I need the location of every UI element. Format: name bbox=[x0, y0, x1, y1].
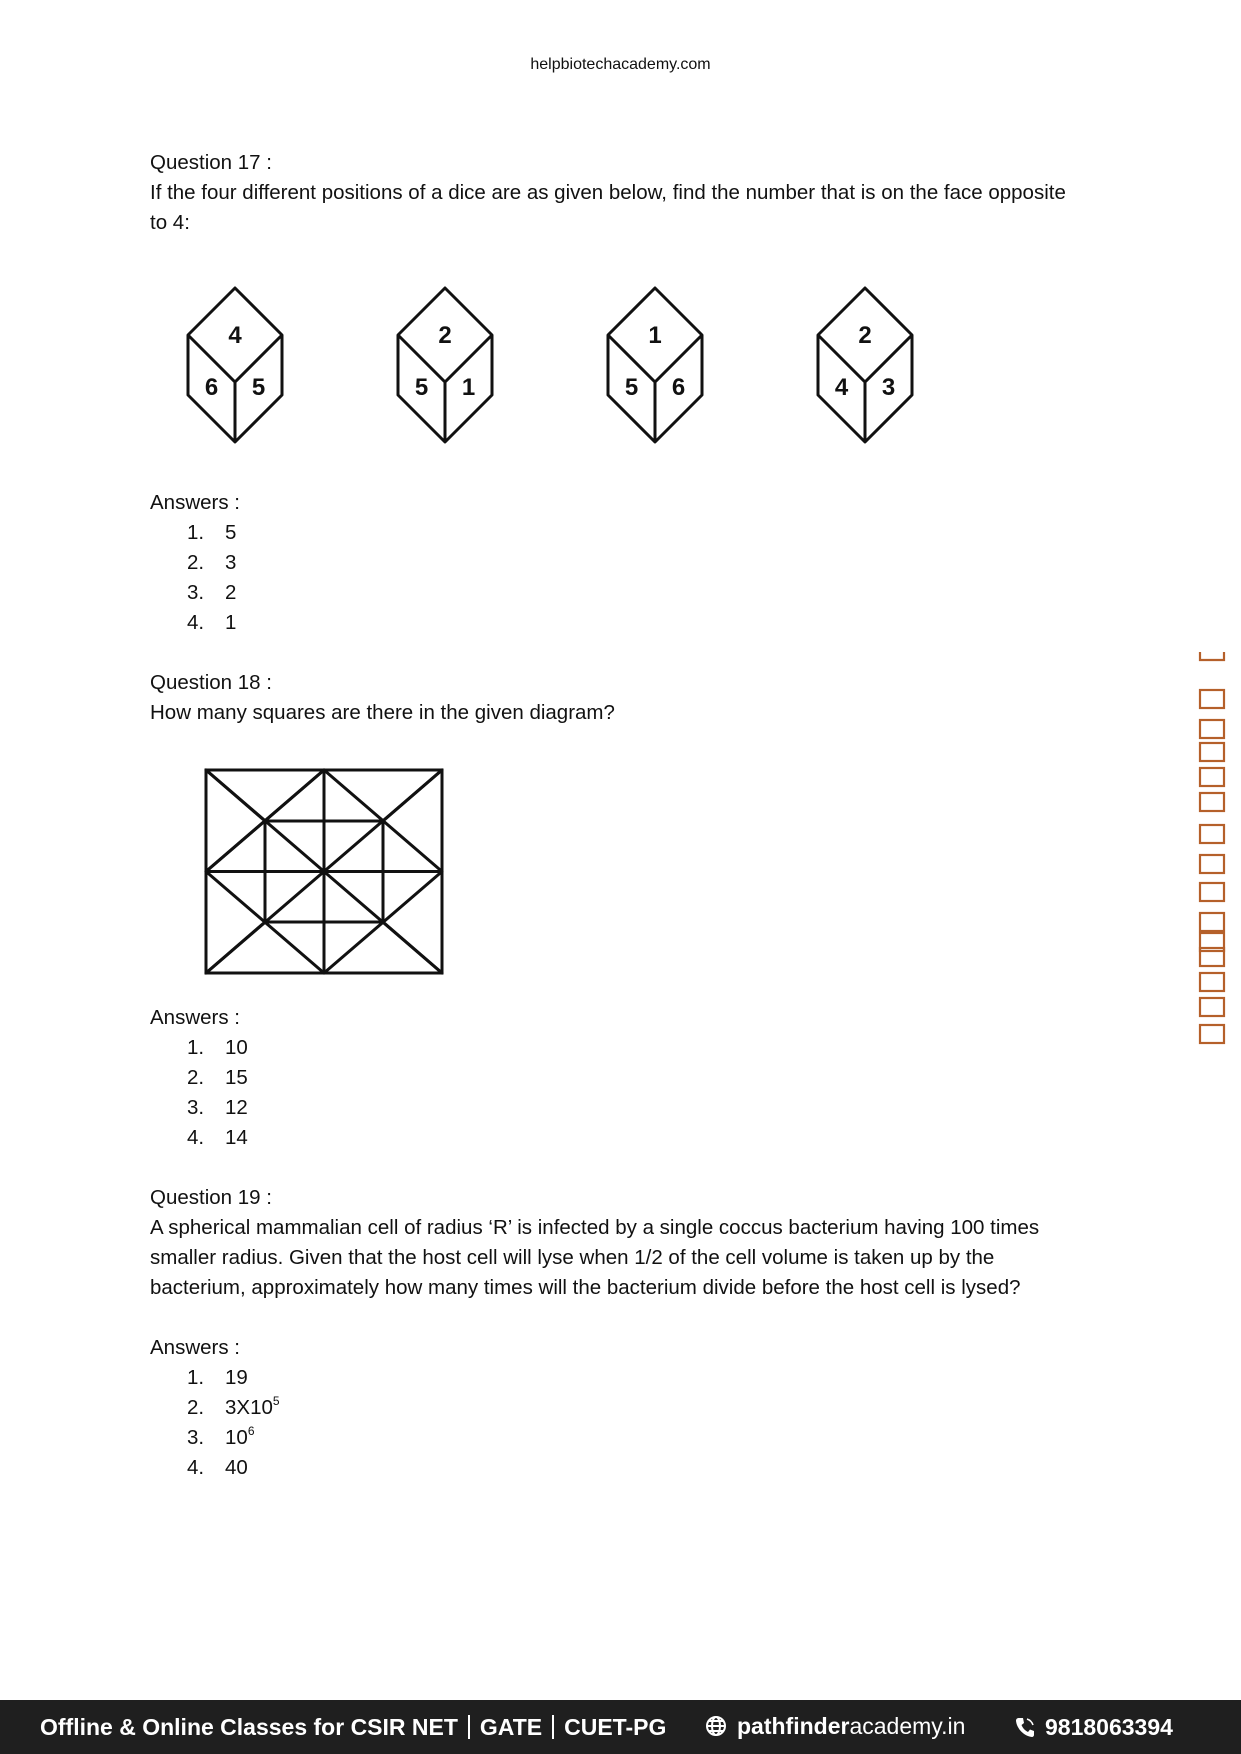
question-17-title: Question 17 : bbox=[150, 151, 272, 174]
side-glyph-box bbox=[1200, 1025, 1224, 1043]
die-face-right: 1 bbox=[461, 374, 476, 401]
die-face-right: 3 bbox=[881, 374, 896, 401]
footer-gate: GATE bbox=[479, 1714, 543, 1740]
dice-diagram bbox=[150, 238, 950, 488]
footer-phone[interactable]: 9818063394 bbox=[1015, 1714, 1173, 1744]
die-face-left: 5 bbox=[624, 374, 639, 401]
dice-figure bbox=[150, 238, 1070, 488]
die-outline bbox=[188, 288, 282, 442]
side-glyph-box bbox=[1200, 913, 1224, 931]
side-glyph-box bbox=[1200, 720, 1224, 738]
die-face-left: 6 bbox=[204, 374, 219, 401]
question-content bbox=[150, 148, 1070, 1483]
question-19-text: A spherical mammalian cell of radius ‘R’ is infected by a single coccus bacterium having 100 times smaller radius. Given that the host cell will lyse when 1/2 of the cell volume is taken up by the bacterium, approximately how many times will the bacterium divide before the host cell is lysed? bbox=[150, 1216, 1040, 1299]
die-outline bbox=[398, 288, 492, 442]
answer-option[interactable]: 1. 5 bbox=[187, 521, 237, 544]
squares-diagram bbox=[204, 728, 504, 1003]
die-face-top: 1 bbox=[648, 322, 662, 349]
side-glyph-box bbox=[1200, 855, 1224, 873]
side-glyph-box bbox=[1200, 768, 1224, 786]
die-face-top: 2 bbox=[438, 322, 452, 349]
footer-cuet: CUET-PG bbox=[564, 1714, 667, 1740]
side-glyph-box bbox=[1200, 998, 1224, 1016]
answer-option[interactable]: 1. 10 bbox=[187, 1036, 248, 1059]
footer-banner bbox=[0, 1700, 1241, 1754]
side-glyph-boxes bbox=[1195, 650, 1229, 1080]
question-18-title: Question 18 : bbox=[150, 671, 272, 694]
die-3 bbox=[608, 288, 702, 442]
side-glyph-box bbox=[1200, 652, 1224, 660]
side-glyph-box bbox=[1200, 973, 1224, 991]
question-18-answers-title: Answers : bbox=[150, 1006, 240, 1029]
question-17-answers bbox=[150, 518, 1070, 638]
answer-option[interactable]: 2. 3 bbox=[187, 551, 237, 574]
answer-option[interactable]: 2. $3X10^5$ bbox=[187, 1394, 280, 1419]
side-glyph-box bbox=[1200, 825, 1224, 843]
side-glyph-box bbox=[1200, 883, 1224, 901]
die-outline bbox=[818, 288, 912, 442]
answer-option[interactable]: 2. 15 bbox=[187, 1066, 248, 1089]
side-glyph-box bbox=[1200, 690, 1224, 708]
footer-classes-text: Offline & Online Classes for CSIR NET bbox=[40, 1714, 458, 1740]
question-19-title: Question 19 : bbox=[150, 1186, 272, 1209]
squares-figure bbox=[150, 728, 1070, 1003]
footer-classes bbox=[40, 1714, 666, 1741]
die-outline bbox=[608, 288, 702, 442]
die-face-left: 4 bbox=[834, 374, 849, 401]
question-19-answers-title: Answers : bbox=[150, 1336, 240, 1359]
footer-website[interactable]: pathfinderacademy.in bbox=[705, 1713, 965, 1743]
globe-icon bbox=[705, 1715, 727, 1743]
answer-option[interactable]: 3. 12 bbox=[187, 1096, 248, 1119]
question-17-answers-title: Answers : bbox=[150, 491, 240, 514]
question-17-text: If the four different positions of a dice are as given below, find the number that is on the face opposite to 4: bbox=[150, 181, 1066, 234]
die-face-left: 5 bbox=[414, 374, 429, 401]
phone-icon bbox=[1015, 1716, 1035, 1744]
answer-option[interactable]: 4. 1 bbox=[187, 611, 237, 634]
die-face-right: 6 bbox=[671, 374, 686, 401]
question-19-answers bbox=[150, 1363, 1070, 1483]
answer-option[interactable]: 4. 40 bbox=[187, 1456, 248, 1479]
question-18-answers bbox=[150, 1033, 1070, 1153]
die-face-top: 2 bbox=[858, 322, 872, 349]
answer-option[interactable]: 4. 14 bbox=[187, 1126, 248, 1149]
die-4 bbox=[818, 288, 912, 442]
side-vertical-watermark bbox=[1195, 650, 1229, 1080]
die-face-right: 5 bbox=[251, 374, 266, 401]
side-glyph-box bbox=[1200, 793, 1224, 811]
answer-option[interactable]: 1. 19 bbox=[187, 1366, 248, 1389]
side-glyph-box bbox=[1200, 743, 1224, 761]
die-2 bbox=[398, 288, 492, 442]
answer-option[interactable]: 3. $10^6$ bbox=[187, 1424, 255, 1449]
site-header: helpbiotechacademy.com bbox=[530, 56, 711, 73]
answer-option[interactable]: 3. 2 bbox=[187, 581, 237, 604]
die-face-top: 4 bbox=[228, 322, 242, 349]
die-1 bbox=[188, 288, 282, 442]
question-18-text: How many squares are there in the given diagram? bbox=[150, 701, 615, 724]
